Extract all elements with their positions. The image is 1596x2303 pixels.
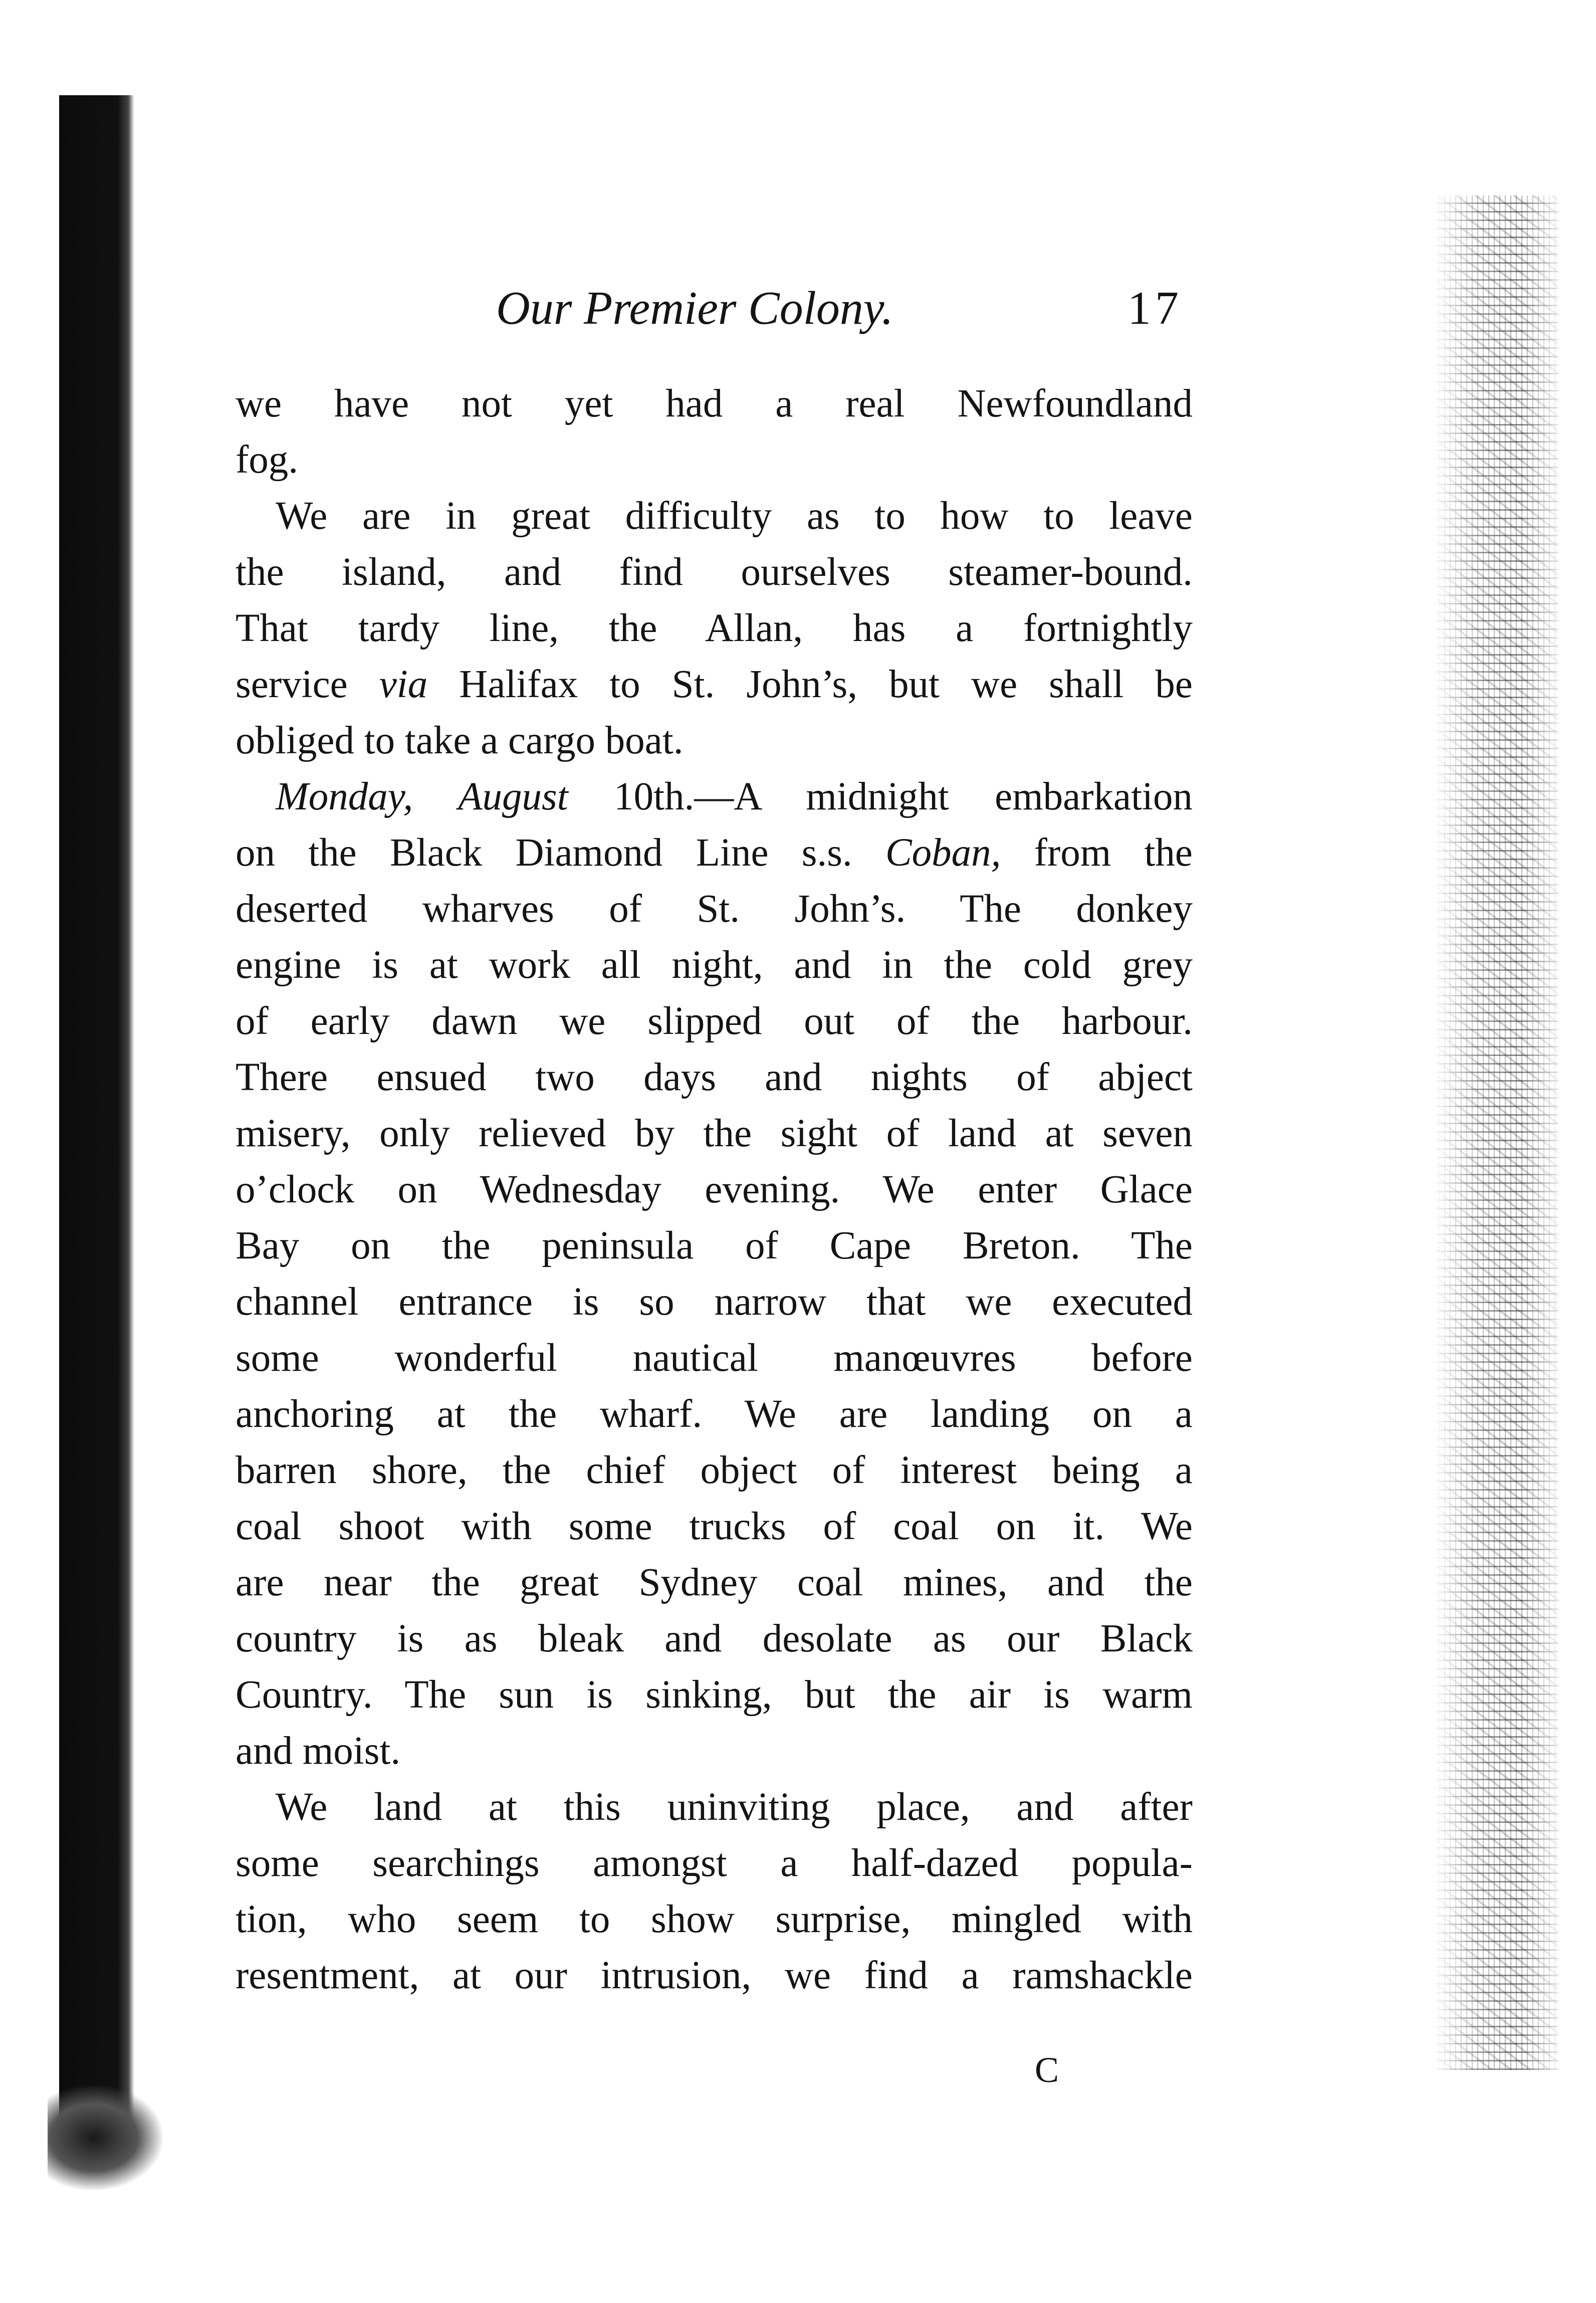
text-line: fog. [236, 438, 299, 482]
text-line: of early dawn we slipped out of the harbour. [236, 999, 1193, 1043]
page-number: 17 [1127, 282, 1183, 334]
text-line: We land at this uninviting place, and after [276, 1785, 1193, 1829]
date-day: 10th. [614, 775, 695, 818]
text-line: and moist. [236, 1729, 401, 1773]
date-heading: Monday, August [276, 775, 614, 818]
text-line: we have not yet had a real Newfoundland [236, 382, 1193, 426]
text-line: coal shoot with some trucks of coal on it. We [236, 1505, 1193, 1548]
binding-shadow-foot [48, 2085, 163, 2190]
text-line: deserted wharves of St. John’s. The donkey [236, 887, 1193, 931]
binding-shadow [59, 95, 134, 2140]
text-line: Monday, August 10th.—A midnight embarkation [276, 775, 1193, 818]
text-line: barren shore, the chief object of interest being a [236, 1448, 1193, 1492]
text-line: channel entrance is so narrow that we executed [236, 1280, 1193, 1324]
text-line: Bay on the peninsula of Cape Breton. The [236, 1224, 1193, 1268]
text-line: country is as bleak and desolate as our Black [236, 1617, 1193, 1660]
text-line: obliged to take a cargo boat. [236, 719, 683, 762]
text-line: Country. The sun is sinking, but the air is warm [236, 1673, 1193, 1717]
ship-name: Coban, [885, 831, 1001, 875]
signature-mark: C [1035, 2050, 1059, 2090]
page-edge-show-through [1433, 195, 1558, 2070]
text-line: engine is at work all night, and in the cold grey [236, 943, 1193, 987]
text-line: misery, only relieved by the sight of land at seven [236, 1112, 1193, 1155]
text-line: That tardy line, the Allan, has a fortnightly [236, 606, 1193, 650]
italic-word: via [379, 663, 428, 706]
running-head [236, 273, 1213, 343]
running-title: Our Premier Colony. [496, 282, 893, 334]
text-line: resentment, at our intrusion, we find a ramshackle [236, 1954, 1193, 1997]
body-text [236, 376, 1193, 2004]
text-line: are near the great Sydney coal mines, and the [236, 1561, 1193, 1604]
text-line: some wonderful nautical manœuvres before [236, 1336, 1193, 1380]
text-line: o’clock on Wednesday evening. We enter Glace [236, 1168, 1193, 1211]
text-line: anchoring at the wharf. We are landing on a [236, 1392, 1193, 1436]
text-line: There ensued two days and nights of abject [236, 1056, 1193, 1099]
text-line: tion, who seem to show surprise, mingled with [236, 1898, 1193, 1941]
text-line: some searchings amongst a half-dazed popula- [236, 1841, 1193, 1885]
text-line: service via Halifax to St. John’s, but we shall be [236, 663, 1193, 706]
text-line: on the Black Diamond Line s.s. Coban, from the [236, 831, 1193, 875]
text-line: the island, and find ourselves steamer-bound. [236, 550, 1193, 594]
text-line: We are in great difficulty as to how to leave [276, 494, 1193, 538]
